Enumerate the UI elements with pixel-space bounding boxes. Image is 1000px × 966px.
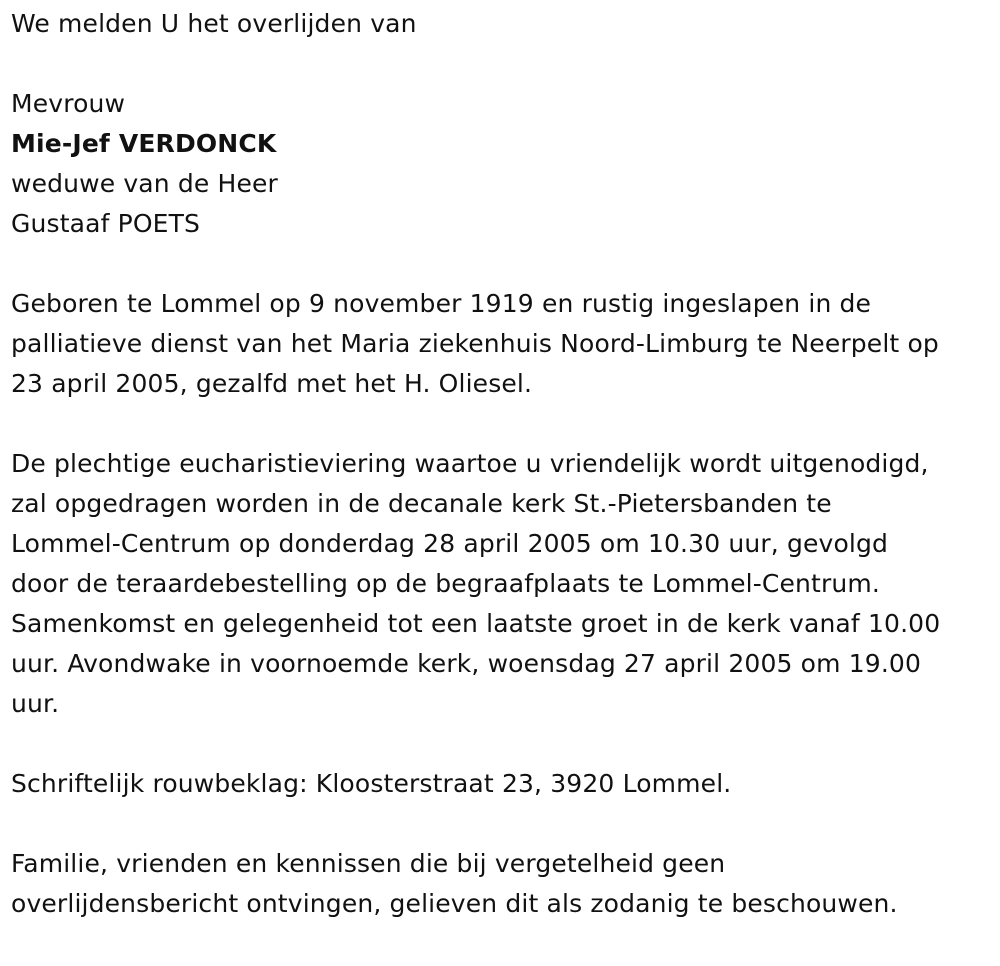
paragraph-line: uur. Avondwake in voornoemde kerk, woensdag 27 april 2005 om 19.00 <box>11 649 922 678</box>
spacer <box>11 244 993 284</box>
paragraph-line: Samenkomst en gelegenheid tot een laatste groet in de kerk vanaf 10.00 <box>11 609 941 638</box>
deceased-name: Mie-Jef VERDONCK <box>11 129 277 158</box>
paragraph-line: Geboren te Lommel op 9 november 1919 en rustig ingeslapen in de <box>11 289 872 318</box>
closing-paragraph <box>11 844 993 924</box>
paragraph-line: 23 april 2005, gezalfd met het H. Oliesel. <box>11 369 533 398</box>
spacer <box>11 724 993 764</box>
salutation-text: Mevrouw <box>11 89 126 118</box>
spacer <box>11 804 993 844</box>
spacer <box>11 404 993 444</box>
paragraph-line: uur. <box>11 689 60 718</box>
spouse-name: Gustaaf POETS <box>11 209 201 238</box>
paragraph-line: palliatieve dienst van het Maria ziekenhuis Noord-Limburg te Neerpelt op <box>11 329 939 358</box>
birth-death-paragraph <box>11 284 993 404</box>
spacer <box>11 44 993 84</box>
intro-text: We melden U het overlijden van <box>11 9 417 38</box>
paragraph-line: zal opgedragen worden in de decanale kerk St.-Pietersbanden te <box>11 489 832 518</box>
ceremony-paragraph <box>11 444 993 724</box>
paragraph-line: Familie, vrienden en kennissen die bij vergetelheid geen <box>11 849 726 878</box>
paragraph-line: overlijdensbericht ontvingen, gelieven dit als zodanig te beschouwen. <box>11 889 898 918</box>
paragraph-line: door de teraardebestelling op de begraafplaats te Lommel-Centrum. <box>11 569 881 598</box>
condolence-address: Schriftelijk rouwbeklag: Kloosterstraat 23, 3920 Lommel. <box>11 769 732 798</box>
relation-text: weduwe van de Heer <box>11 169 278 198</box>
paragraph-line: Lommel-Centrum op donderdag 28 april 2005 om 10.30 uur, gevolgd <box>11 529 889 558</box>
paragraph-line: De plechtige eucharistieviering waartoe u vriendelijk wordt uitgenodigd, <box>11 449 929 478</box>
obituary-notice <box>11 4 993 924</box>
